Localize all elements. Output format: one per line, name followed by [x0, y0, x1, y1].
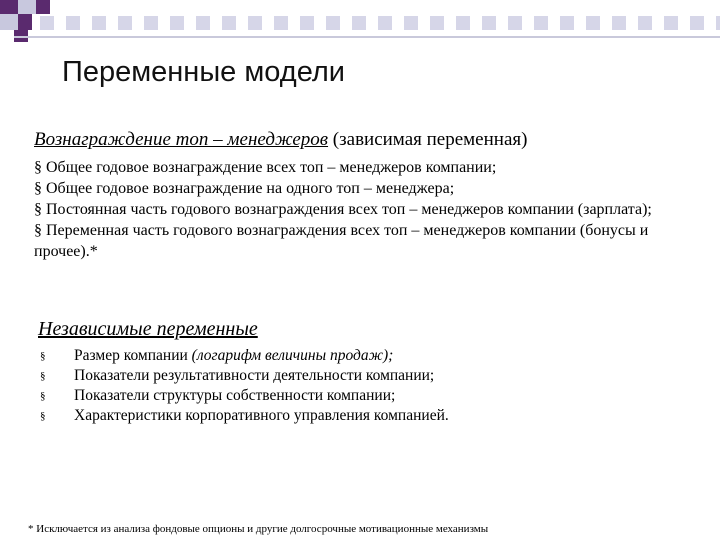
independent-list	[40, 346, 680, 426]
deco-checker-cell	[508, 16, 522, 30]
deco-checker-cell	[66, 16, 80, 30]
deco-checker-cell	[248, 16, 262, 30]
bullet-icon: §	[40, 390, 46, 402]
footnote: * Исключается из анализа фондовые опционы и другие долгосрочные мотивационные механизмы	[28, 523, 489, 535]
deco-checker-cell	[196, 16, 210, 30]
deco-checker-cell	[586, 16, 600, 30]
bullet-icon: §	[40, 350, 46, 362]
item-text: Размер компании	[74, 347, 192, 364]
deco-checker-cell	[534, 16, 548, 30]
deco-checker-cell	[690, 16, 704, 30]
list-item	[40, 386, 680, 406]
deco-square-light	[18, 0, 36, 14]
bullet-icon: §	[40, 370, 46, 382]
deco-checker-cell	[612, 16, 626, 30]
dependent-heading	[34, 128, 682, 152]
list-item-text	[74, 346, 393, 366]
list-item	[40, 406, 680, 426]
deco-checker-cell	[40, 16, 54, 30]
deco-checker-cell	[560, 16, 574, 30]
item-text: Показатели структуры собственности компании;	[74, 387, 396, 404]
item-italic-note: (логарифм величины продаж);	[191, 347, 394, 364]
deco-checker-cell	[482, 16, 496, 30]
list-item: § Общее годовое вознаграждение всех топ – менеджеров компании;	[34, 159, 497, 176]
independent-heading: Независимые переменные	[38, 318, 258, 340]
slide-title: Переменные модели	[62, 56, 345, 88]
list-item	[40, 346, 680, 366]
deco-checker-cell	[274, 16, 288, 30]
deco-checker-cell	[716, 16, 720, 30]
deco-checker-cell	[664, 16, 678, 30]
deco-checker-cell	[326, 16, 340, 30]
deco-checker-cell	[430, 16, 444, 30]
deco-checker-cell	[404, 16, 418, 30]
deco-checker-cell	[378, 16, 392, 30]
dependent-heading-suffix: (зависимая переменная)	[328, 129, 528, 150]
item-text: Характеристики корпоративного управления компанией.	[74, 407, 449, 424]
deco-checker-cell	[92, 16, 106, 30]
deco-checker-cell	[638, 16, 652, 30]
list-item: § Постоянная часть годового вознаграждения всех топ – менеджеров компании (зарплата);	[34, 201, 652, 218]
deco-checker-cell	[222, 16, 236, 30]
deco-divider-line	[14, 36, 720, 38]
deco-checker-row	[0, 16, 720, 30]
list-item: § Переменная часть годового вознаграждения всех топ – менеджеров компании (бонусы и прочее).*	[34, 222, 649, 260]
deco-checker-cell	[352, 16, 366, 30]
bullet-icon: §	[40, 410, 46, 422]
list-item: § Общее годовое вознаграждение на одного топ – менеджера;	[34, 180, 455, 197]
deco-square-dark	[36, 0, 50, 14]
deco-checker-cell	[118, 16, 132, 30]
item-text: Показатели результативности деятельности компании;	[74, 367, 435, 384]
list-item	[40, 366, 680, 386]
deco-checker-cell	[300, 16, 314, 30]
deco-checker-cell	[456, 16, 470, 30]
deco-square-dark	[0, 0, 18, 14]
deco-checker-cell	[144, 16, 158, 30]
dependent-heading-label: Вознаграждение топ – менеджеров	[34, 129, 329, 150]
dependent-list	[34, 157, 682, 262]
deco-checker-cell	[170, 16, 184, 30]
